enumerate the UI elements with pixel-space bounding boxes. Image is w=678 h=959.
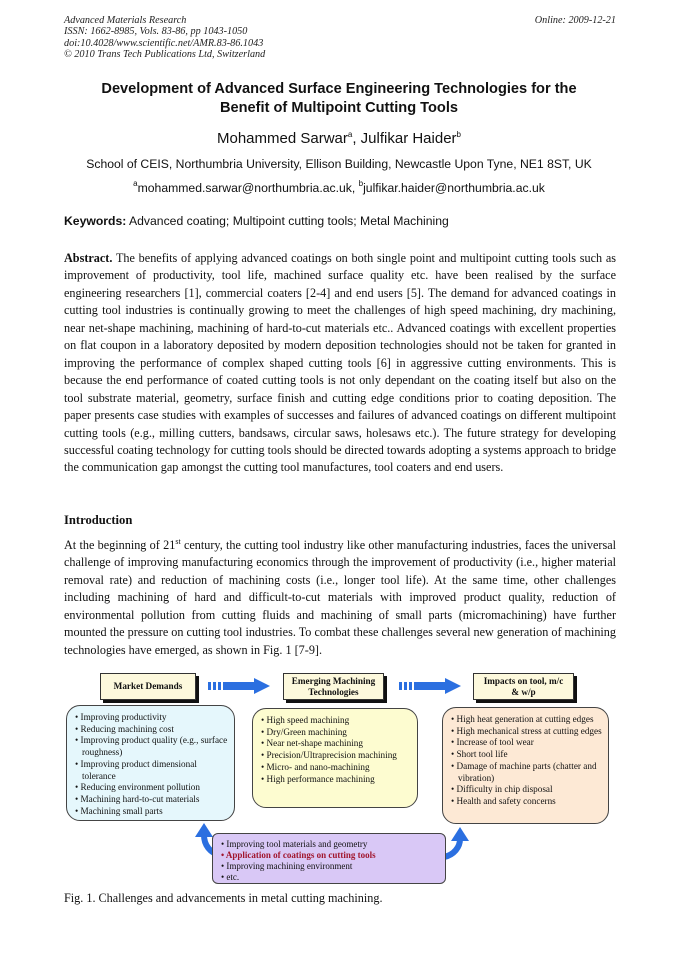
- emerging-title-line-1: Emerging Machining: [291, 675, 376, 686]
- list-item: • Dry/Green machining: [261, 726, 347, 737]
- keywords-text: Advanced coating; Multipoint cutting tools; Metal Machining: [126, 214, 449, 228]
- market-demands-title: Market Demands: [113, 681, 183, 691]
- right-arrow-icon: [208, 678, 270, 694]
- technologies-list: [261, 715, 411, 785]
- figure-caption: Fig. 1. Challenges and advancements in metal cutting machining.: [64, 891, 383, 905]
- solution-item: • Improving machining environment: [221, 861, 353, 871]
- intro-sup: st: [175, 537, 181, 546]
- introduction-heading: Introduction: [64, 513, 133, 527]
- title-line-1: Development of Advanced Surface Engineering Technologies for the: [101, 81, 577, 97]
- emails: [0, 179, 678, 195]
- journal-name: Advanced Materials Research: [64, 15, 187, 26]
- impacts-title-line-2: & w/p: [511, 686, 536, 697]
- abstract: [64, 250, 616, 477]
- emerging-technologies-title: [292, 676, 375, 698]
- title-line-2: Benefit of Multipoint Cutting Tools: [219, 99, 459, 116]
- intro-text-2: century, the cutting tool industry like other manufacturing industries, faces the universal challenge of improving manufacturing economics through the improvement of productivity (i.e., higher material removal rate) and reduction of machining costs (i.e., longer tool life). At the same time, other challenges including machining of hard and difficult-to-cut materials with improved product quality, reduction of environmental pollution from cutting fluids and machining of small parts (micromachining) have further mounted the pressure on cutting tool industries. To combat these challenges several new generation of machining technologies have emerged, as shown in Fig. 1 [7-9].: [64, 538, 616, 657]
- author-2: Julfikar Haider: [360, 130, 457, 147]
- impacts-title-line-1: Impacts on tool, m/c: [483, 675, 564, 686]
- email-separator: ,: [351, 181, 359, 195]
- issn: ISSN: 1662-8985, Vols. 83-86, pp 1043-1050: [64, 26, 248, 38]
- author-1-mark: a: [347, 130, 353, 139]
- online-date: Online: 2009-12-21: [534, 15, 616, 26]
- market-demands-panel: [66, 705, 235, 821]
- list-item: • Improving product quality (e.g., surface roughness): [75, 735, 228, 758]
- figure-1: [64, 669, 620, 884]
- copyright: © 2010 Trans Tech Publications Ltd, Switzerland: [64, 48, 266, 60]
- keywords-label: Keywords:: [64, 214, 127, 228]
- intro-text-1: At the beginning of 21: [64, 538, 176, 552]
- impacts-title: [484, 676, 564, 698]
- solutions-panel: [212, 833, 446, 884]
- introduction-text: [64, 533, 616, 659]
- right-arrow-icon: [399, 678, 461, 694]
- doi: doi:10.4028/www.scientific.net/AMR.83-86.1043: [64, 37, 264, 49]
- list-item: • Machining hard-to-cut materials: [75, 793, 200, 804]
- keywords: [64, 214, 616, 228]
- list-item: • High mechanical stress at cutting edges: [451, 725, 602, 736]
- journal-header: [64, 15, 616, 60]
- list-item: • Reducing machining cost: [75, 723, 174, 734]
- abstract-text: The benefits of applying advanced coatings on both single point and multipoint cutting tools such as improvement of productivity, tool life, machined surface quality etc. have been realised by the surface engineering researchers [1], commercial coaters [2-4] and end users [5]. The demand for advanced coatings in cutting tool industries is continually growing to meet the challenges of high speed machining, dry machining, near net-shape machining, machining of hard-to-cut materials etc.. Advanced coatings with excellent properties on flat coupon in a laboratory deposited by modern deposition technologies should not be taken for granted in improving the performance of complex shaped cutting tools [6] in aggressive cutting environments. This is because the end performance of coated cutting tools is not only dependant on the coating itself but also on the tool substrate material, geometry, surface finish and cutting edge conditions prior to coating deposition. The paper presents case studies with examples of successes and failures of advanced coatings on different multipoint cutting tools (e.g., milling cutters, bandsaws, circular saws, holesaws etc.). The future strategy for developing successful coating technology for cutting tools should be directed towards adopting a systems approach to bridge the communication gap amongst the cutting tool manufactures, tool coaters and end users.: [64, 251, 616, 475]
- market-demands-box: [100, 673, 196, 700]
- email-a: mohammed.sarwar@northumbria.ac.uk: [137, 181, 352, 195]
- list-item: • Increase of tool wear: [451, 737, 534, 748]
- list-item: • Short tool life: [451, 749, 508, 760]
- impacts-box: [473, 673, 574, 700]
- authors: [0, 130, 678, 147]
- impacts-panel: [442, 707, 609, 824]
- paper-title: [40, 80, 638, 117]
- list-item: • High speed machining: [261, 715, 350, 725]
- list-item: • Reducing environment pollution: [75, 782, 200, 793]
- list-item: • Improving product dimensional tolerance: [75, 758, 197, 781]
- list-item: • High performance machining: [261, 773, 375, 784]
- author-2-mark: b: [456, 130, 461, 139]
- technologies-panel: [252, 708, 418, 808]
- author-separator: ,: [352, 130, 361, 147]
- list-item: • Damage of machine parts (chatter and vibration): [451, 760, 597, 783]
- emerging-title-line-2: Technologies: [308, 686, 359, 697]
- solution-item: • Improving tool materials and geometry: [221, 839, 368, 849]
- abstract-label: Abstract.: [64, 251, 113, 265]
- list-item: • Health and safety concerns: [451, 795, 556, 806]
- solution-item: • etc.: [221, 872, 240, 882]
- list-item: • Precision/Ultraprecision machining: [261, 750, 397, 761]
- author-1: Mohammed Sarwar: [216, 130, 348, 147]
- list-item: • Difficulty in chip disposal: [451, 784, 553, 795]
- list-item: • Micro- and nano-machining: [261, 761, 370, 772]
- list-item: • Improving productivity: [75, 712, 167, 722]
- email-b-mark: b: [358, 179, 364, 188]
- list-item: • Near net-shape machining: [261, 738, 363, 749]
- emerging-technologies-box: [283, 673, 384, 700]
- solution-item-highlighted: • Application of coatings on cutting tools: [221, 850, 376, 860]
- impacts-list: [451, 714, 602, 808]
- email-a-mark: a: [133, 179, 138, 188]
- list-item: • High heat generation at cutting edges: [451, 714, 594, 724]
- affiliation: School of CEIS, Northumbria University, Ellison Building, Newcastle Upon Tyne, NE1 8ST, UK: [86, 157, 592, 171]
- email-b: julfikar.haider@northumbria.ac.uk: [363, 181, 545, 195]
- list-item: • Machining small parts: [75, 805, 163, 816]
- market-demands-list: [75, 712, 228, 817]
